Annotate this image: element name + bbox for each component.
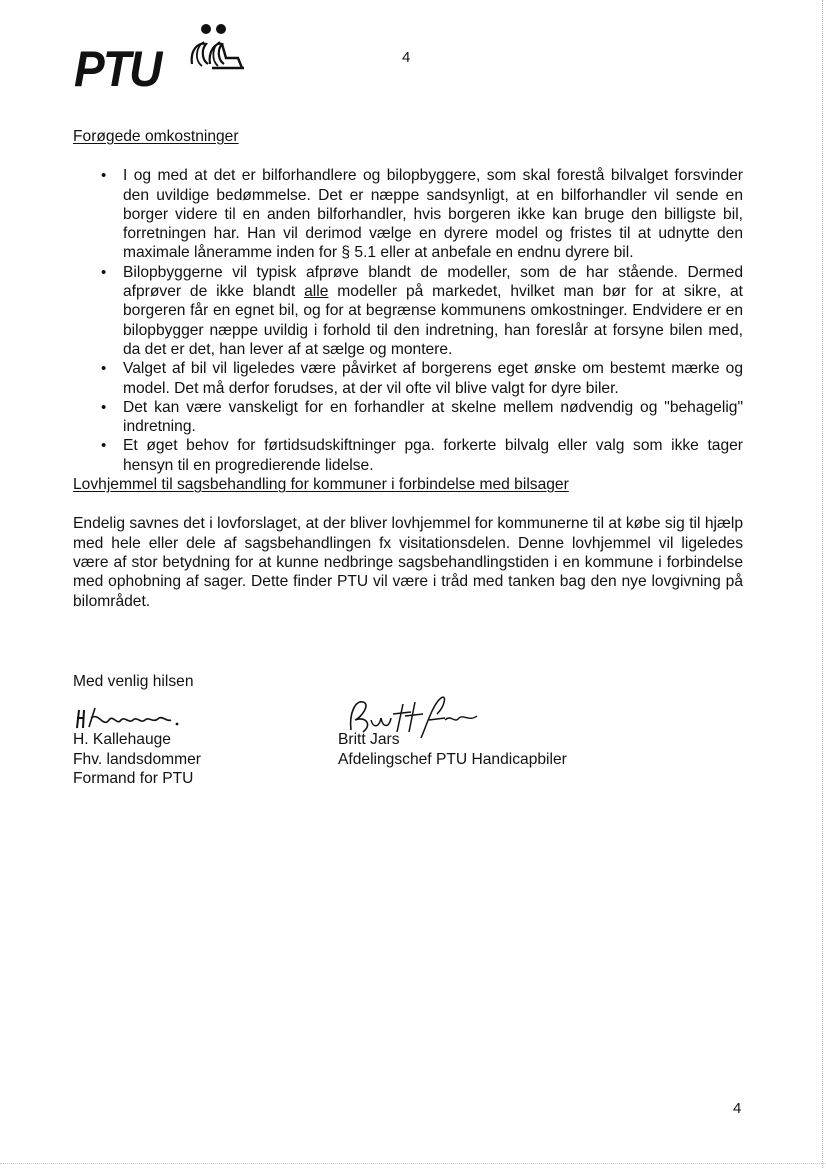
bullet-icon: • [101, 263, 107, 281]
list-item [73, 166, 743, 262]
signatory-left [73, 730, 201, 789]
closing-block [73, 672, 773, 812]
list-item [73, 436, 743, 475]
signatory-right [338, 730, 567, 769]
list-item-text-start: Bilopbyggerne vil typisk afprøve blandt de modeller, som de har stående. Dermed afprøver de ikke blandt [123, 263, 743, 301]
list-item-text: I og med at det er bilforhandlere og bilopbyggere, som skal forestå bilvalget forsvinder den uvildige bedømmelse. Det er næppe sandsynligt, at en bilforhandler vil sende en borger videre til en anden bilforhandler, hvis borgeren ikke kan bruge den billigste bil, forretningen har. Han vil derimod vælge en dyrere model og fristes til at udnytte den maximale låneramme inden for § 5.1 eller at anbefale en endnu dyrere bil. [123, 167, 743, 262]
page-number-footer: 4 [733, 1100, 742, 1117]
signatory-right-title: Afdelingschef PTU Handicapbiler [338, 750, 567, 768]
list-item [73, 359, 743, 398]
wheelchair-icon [184, 20, 246, 80]
list-item-text: Valget af bil vil ligeledes være påvirket af borgerens eget ønske om bestemt mærke og model. Det må derfor forudses, at der vil ofte vil blive valgt for dyre biler. [123, 360, 743, 397]
list-item-text: Det kan være vanskeligt for en forhandler at skelne mellem nødvendig og "behagelig" indretning. [123, 398, 743, 436]
signatory-left-name: H. Kallehauge [73, 731, 171, 748]
section-heading-costs: Forøgede omkostninger [73, 128, 239, 145]
greeting: Med venlig hilsen [73, 673, 194, 690]
list-item [73, 263, 743, 359]
section-heading-legal-basis: Lovhjemmel til sagsbehandling for kommuner i forbindelse med bilsager [73, 476, 569, 494]
bullet-icon: • [101, 360, 107, 378]
cost-bullet-list [73, 166, 743, 475]
ptu-logo [74, 20, 254, 97]
scan-edge-right [821, 0, 823, 1168]
bullet-icon: • [101, 437, 107, 455]
scan-edge-bottom [0, 1162, 826, 1164]
page-number-header: 4 [402, 49, 411, 66]
bullet-icon: • [101, 167, 107, 185]
underlined-word: alle [304, 283, 329, 301]
list-item [73, 398, 743, 437]
letter-body [73, 127, 743, 611]
signatory-left-role: Formand for PTU [73, 770, 194, 787]
signatory-right-name: Britt Jars [338, 731, 400, 748]
list-item-text-end: modeller på markedet, hvilket man bør for at sikre, at borgeren får en egnet bil, og for at begrænse kommunens omkostninger. Endvidere er en bilopbygger næppe uvildig i forhold til den indretning, han foreslår at forsyne bilen med, da det er det, han lever af at sælge og montere. [123, 283, 744, 358]
list-item-text: Et øget behov for førtidsudskiftninger pga. forkerte bilvalg eller valg som ikke tager hensyn til en progredierende lidelse. [123, 437, 743, 474]
signatory-left-title: Fhv. landsdommer [73, 750, 201, 768]
bullet-icon: • [101, 398, 107, 416]
legal-basis-paragraph: Endelig savnes det i lovforslaget, at der bliver lovhjemmel for kommunerne til at købe sig til hjælp med hele eller dele af sagsbehandlingen fx visitationsdelen. Denne lovhjemmel vil ligeledes være af stor betydning for at kunne nedbringe sagsbehandlingstiden i en kommune i forbindelse med ophobning af sager. Dette finder PTU vil være i tråd med tanken bag den nye lovgivning på bilområdet. [73, 515, 743, 610]
logo-text: PTU [74, 41, 161, 97]
